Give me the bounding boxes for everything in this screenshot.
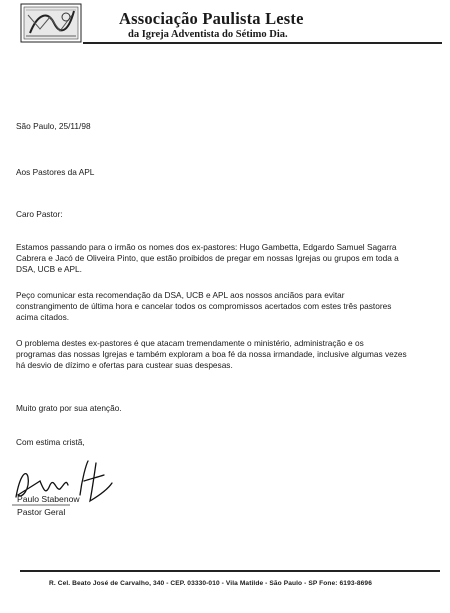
paragraph-line: programas das nossas Igrejas e também exploram a boa fé da nossa irmandade, inclusive algumas vezes	[16, 349, 407, 359]
letter-thanks: Muito grato por sua atenção.	[16, 403, 122, 413]
paragraph-line: O problema destes ex-pastores é que atacam tremendamente o ministério, administração e os	[16, 338, 364, 348]
letter-paragraph-3	[16, 338, 440, 371]
letter-paragraph-2	[16, 290, 440, 323]
handwritten-signature	[10, 455, 120, 515]
letterhead-divider	[83, 42, 442, 44]
footer-divider	[20, 570, 440, 572]
organization-logo-icon	[20, 3, 82, 43]
signer-name: Paulo Stabenow	[17, 494, 80, 504]
letter-salutation: Caro Pastor:	[16, 209, 63, 219]
organization-subtitle: da Igreja Adventista do Sétimo Dia.	[128, 29, 288, 40]
paragraph-line: acima citados.	[16, 312, 70, 322]
letter-date: São Paulo, 25/11/98	[16, 121, 91, 131]
paragraph-line: DSA, UCB e APL.	[16, 264, 82, 274]
letter-paragraph-1	[16, 242, 440, 275]
letter-closing: Com estima cristã,	[16, 437, 85, 447]
signer-title: Pastor Geral	[17, 507, 66, 517]
paragraph-line: há desvio de dízimo e ofertas para custear suas despesas.	[16, 360, 233, 370]
paragraph-line: Estamos passando para o irmão os nomes dos ex-pastores: Hugo Gambetta, Edgardo Samuel Sagarra	[16, 242, 397, 252]
paragraph-line: Peço comunicar esta recomendação da DSA, UCB e APL aos nossos anciãos para evitar	[16, 290, 345, 300]
letter-recipient: Aos Pastores da APL	[16, 167, 95, 177]
paragraph-line: Cabrera e Jacó de Oliveira Pinto, que estão proibidos de pregar em nossas Igrejas ou grupos em toda a	[16, 253, 399, 263]
footer-address: R. Cel. Beato José de Carvalho, 340 - CEP. 03330-010 - Vila Matilde - São Paulo - SP Fone: 6193-8696	[49, 580, 372, 587]
paragraph-line: constrangimento de última hora e cancelar todos os compromissos acertados com estes três pastores	[16, 301, 392, 311]
organization-name: Associação Paulista Leste	[119, 9, 304, 28]
